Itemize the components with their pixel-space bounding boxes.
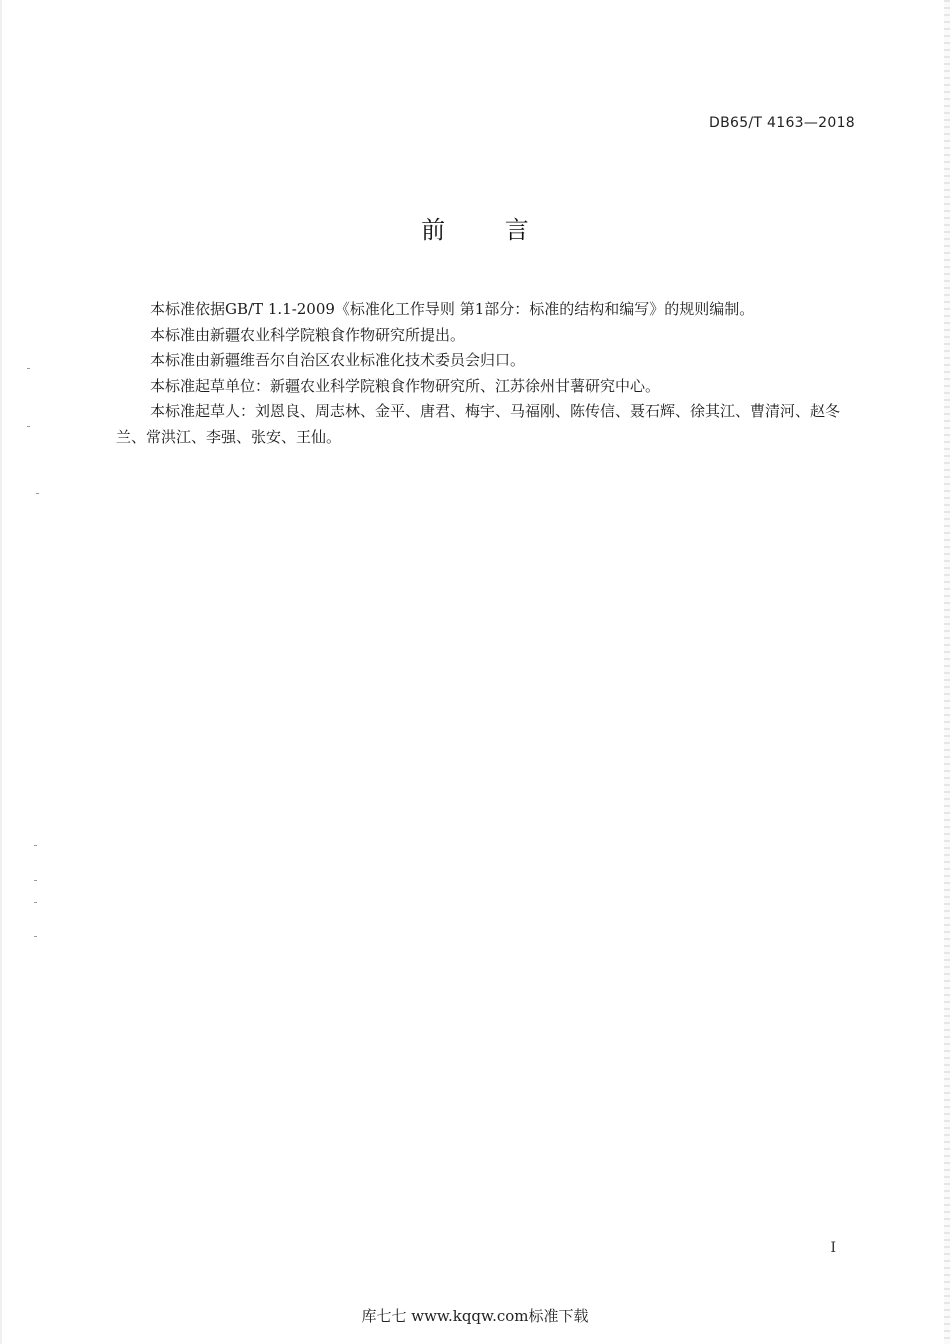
paragraph-drafting-units: 本标准起草单位：新疆农业科学院粮食作物研究所、江苏徐州甘薯研究中心。 <box>150 376 661 395</box>
footer-watermark: 库七七 www.kqqw.com标准下载 <box>361 1307 589 1325</box>
scan-speck <box>36 493 39 494</box>
scan-speck <box>27 368 30 369</box>
paragraph-drafting-basis: 本标准依据GB/T 1.1-2009《标准化工作导则 第1部分：标准的结构和编写》的规则编制。 <box>150 300 755 318</box>
scan-edge-right <box>944 0 950 1344</box>
document-code: DB65/T 4163—2018 <box>709 115 855 131</box>
page-number: I <box>830 1240 836 1256</box>
paragraph-drafters: 本标准起草人：刘恩良、周志林、金平、唐君、梅宇、马福刚、陈传信、聂石辉、徐其江、曹清河、赵冬兰、常洪江、李强、张安、王仙。 <box>116 402 841 446</box>
scan-speck <box>27 426 30 427</box>
page-title: 前 言 <box>421 216 555 244</box>
scan-speck <box>34 880 37 881</box>
foreword-body <box>116 297 856 450</box>
scan-speck <box>34 936 37 937</box>
scan-speck <box>34 902 37 903</box>
scan-speck <box>34 845 37 846</box>
paragraph-proposer: 本标准由新疆农业科学院粮食作物研究所提出。 <box>150 325 466 344</box>
scan-edge-left <box>0 0 2 1344</box>
paragraph-administrator: 本标准由新疆维吾尔自治区农业标准化技术委员会归口。 <box>150 351 526 369</box>
